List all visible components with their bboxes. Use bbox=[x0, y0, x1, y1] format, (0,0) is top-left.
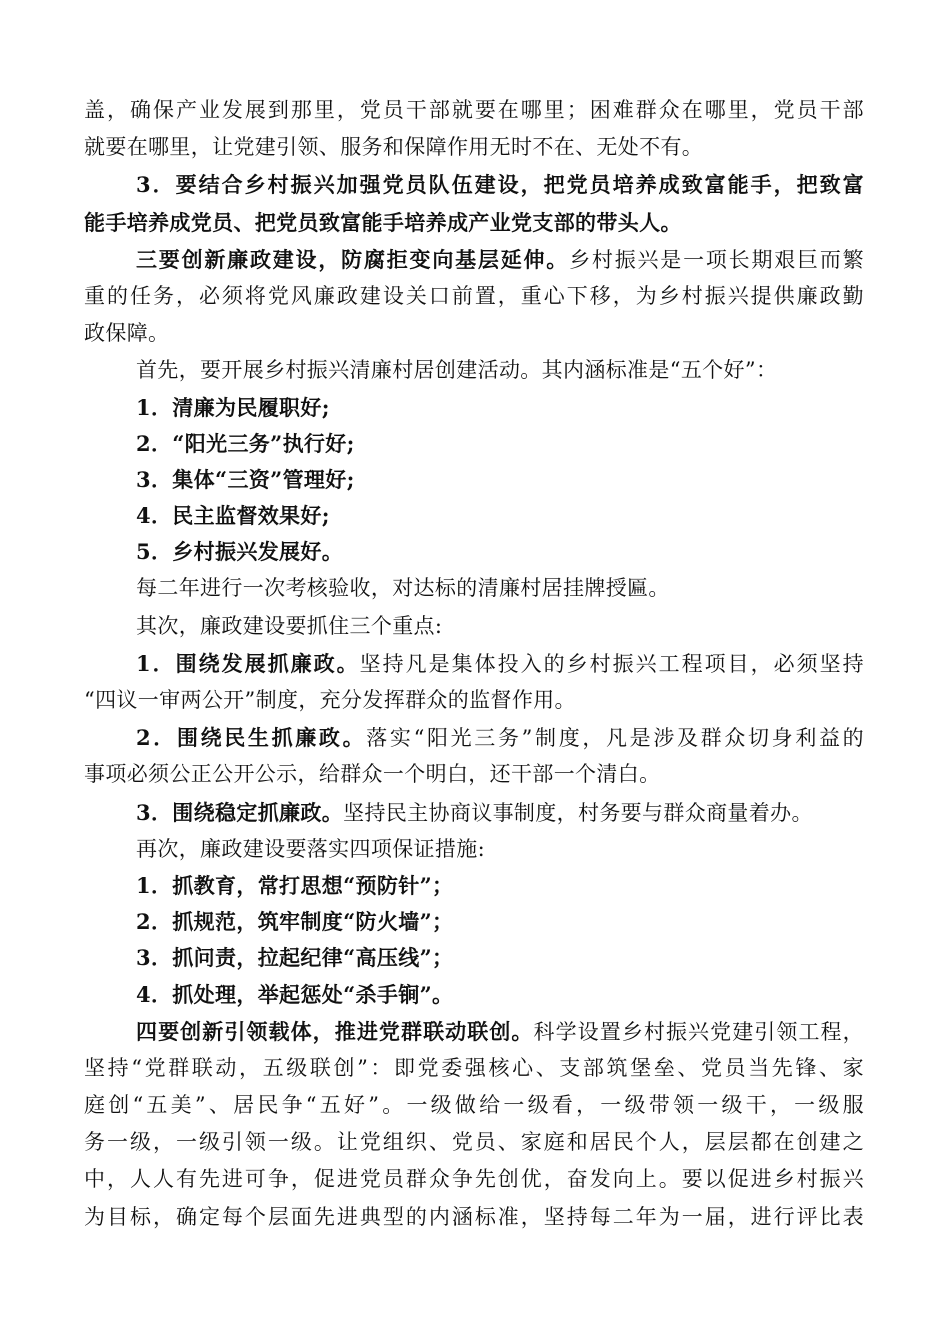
point-text: 坚持凡是集体投入的乡村振兴工程项目，必须坚持 bbox=[359, 651, 864, 676]
paragraph-line: 务一级，一级引领一级。让党组织、党员、家庭和居民个人，层层都在创建之 bbox=[84, 1130, 864, 1155]
paragraph-line: 坚持“党群联动，五级联创”：即党委强核心、支部筑堡垒、党员当先锋、家 bbox=[84, 1055, 864, 1080]
section-heading-line bbox=[84, 1013, 864, 1050]
point-heading: 2．围绕民生抓廉政。 bbox=[136, 725, 367, 751]
list-item: 4．抓处理，举起惩处“杀手锏”。 bbox=[136, 981, 454, 1007]
point-text: 落实“阳光三务”制度，凡是涉及群众切身利益的 bbox=[366, 726, 864, 751]
list-item: 3．抓问责，拉起纪律“高压线”； bbox=[136, 945, 454, 971]
paragraph-line: 政保障。 bbox=[84, 321, 170, 346]
list-item: 1．抓教育，常打思想“预防针”； bbox=[136, 872, 454, 898]
paragraph-line: 为目标，确定每个层面先进典型的内涵标准，坚持每二年为一届，进行评比表 bbox=[84, 1204, 864, 1229]
document-page bbox=[84, 92, 864, 1236]
list-item: 2．“阳光三务”执行好; bbox=[136, 430, 355, 456]
list-item: 5．乡村振兴发展好。 bbox=[136, 539, 344, 565]
point-heading: 3．围绕稳定抓廉政。 bbox=[136, 799, 344, 825]
numbered-point-line bbox=[84, 645, 864, 682]
paragraph-line: 就要在哪里，让党建引领、服务和保障作用无时不在、无处不有。 bbox=[84, 135, 704, 160]
list-item: 2．抓规范，筑牢制度“防火墙”； bbox=[136, 909, 454, 935]
bold-item-line: 能手培养成党员、把党员致富能手培养成产业党支部的带头人。 bbox=[84, 209, 682, 235]
paragraph-line: 庭创“五美”、居民争“五好”。一级做给一级看，一级带领一级干，一级服 bbox=[84, 1093, 864, 1118]
numbered-point-line bbox=[84, 719, 864, 756]
paragraph-line: 其次，廉政建设要抓住三个重点: bbox=[136, 613, 443, 638]
bold-item-line: 3．要结合乡村振兴加强党员队伍建设，把党员培养成致富能手，把致富 bbox=[136, 172, 864, 198]
paragraph-line: 每二年进行一次考核验收，对达标的清廉村居挂牌授匾。 bbox=[136, 576, 670, 601]
section-heading-line bbox=[84, 241, 864, 278]
point-text: 坚持民主协商议事制度，村务要与群众商量着办。 bbox=[343, 800, 813, 825]
paragraph-line: 重的任务，必须将党风廉政建设关口前置，重心下移，为乡村振兴提供廉政勤 bbox=[84, 283, 864, 308]
section-heading: 四要创新引领载体，推进党群联动联创。 bbox=[136, 1018, 534, 1044]
point-heading: 1．围绕发展抓廉政。 bbox=[136, 650, 360, 676]
paragraph-line: 事项必须公正公开公示，给群众一个明白，还干部一个清白。 bbox=[84, 762, 661, 787]
list-item: 3．集体“三资”管理好; bbox=[136, 466, 355, 492]
section-text: 乡村振兴是一项长期艰巨而繁 bbox=[569, 247, 864, 272]
paragraph-line: 盖，确保产业发展到那里，党员干部就要在哪里；困难群众在哪里，党员干部 bbox=[84, 98, 864, 122]
section-heading: 三要创新廉政建设，防腐拒变向基层延伸。 bbox=[136, 246, 570, 272]
paragraph-line: 再次，廉政建设要落实四项保证措施: bbox=[136, 836, 486, 861]
paragraph-line: 中，人人有先进可争，促进党员群众争先创优，奋发向上。要以促进乡村振兴 bbox=[84, 1167, 864, 1192]
list-item: 4．民主监督效果好; bbox=[136, 503, 330, 529]
numbered-point-line bbox=[84, 794, 864, 831]
paragraph-line: 首先，要开展乡村振兴清廉村居创建活动。其内涵标准是“五个好”： bbox=[136, 358, 778, 383]
list-item: 1．清廉为民履职好; bbox=[136, 394, 330, 420]
section-text: 科学设置乡村振兴党建引领工程， bbox=[533, 1019, 864, 1044]
paragraph-line: “四议一审两公开”制度，充分发挥群众的监督作用。 bbox=[84, 688, 576, 712]
